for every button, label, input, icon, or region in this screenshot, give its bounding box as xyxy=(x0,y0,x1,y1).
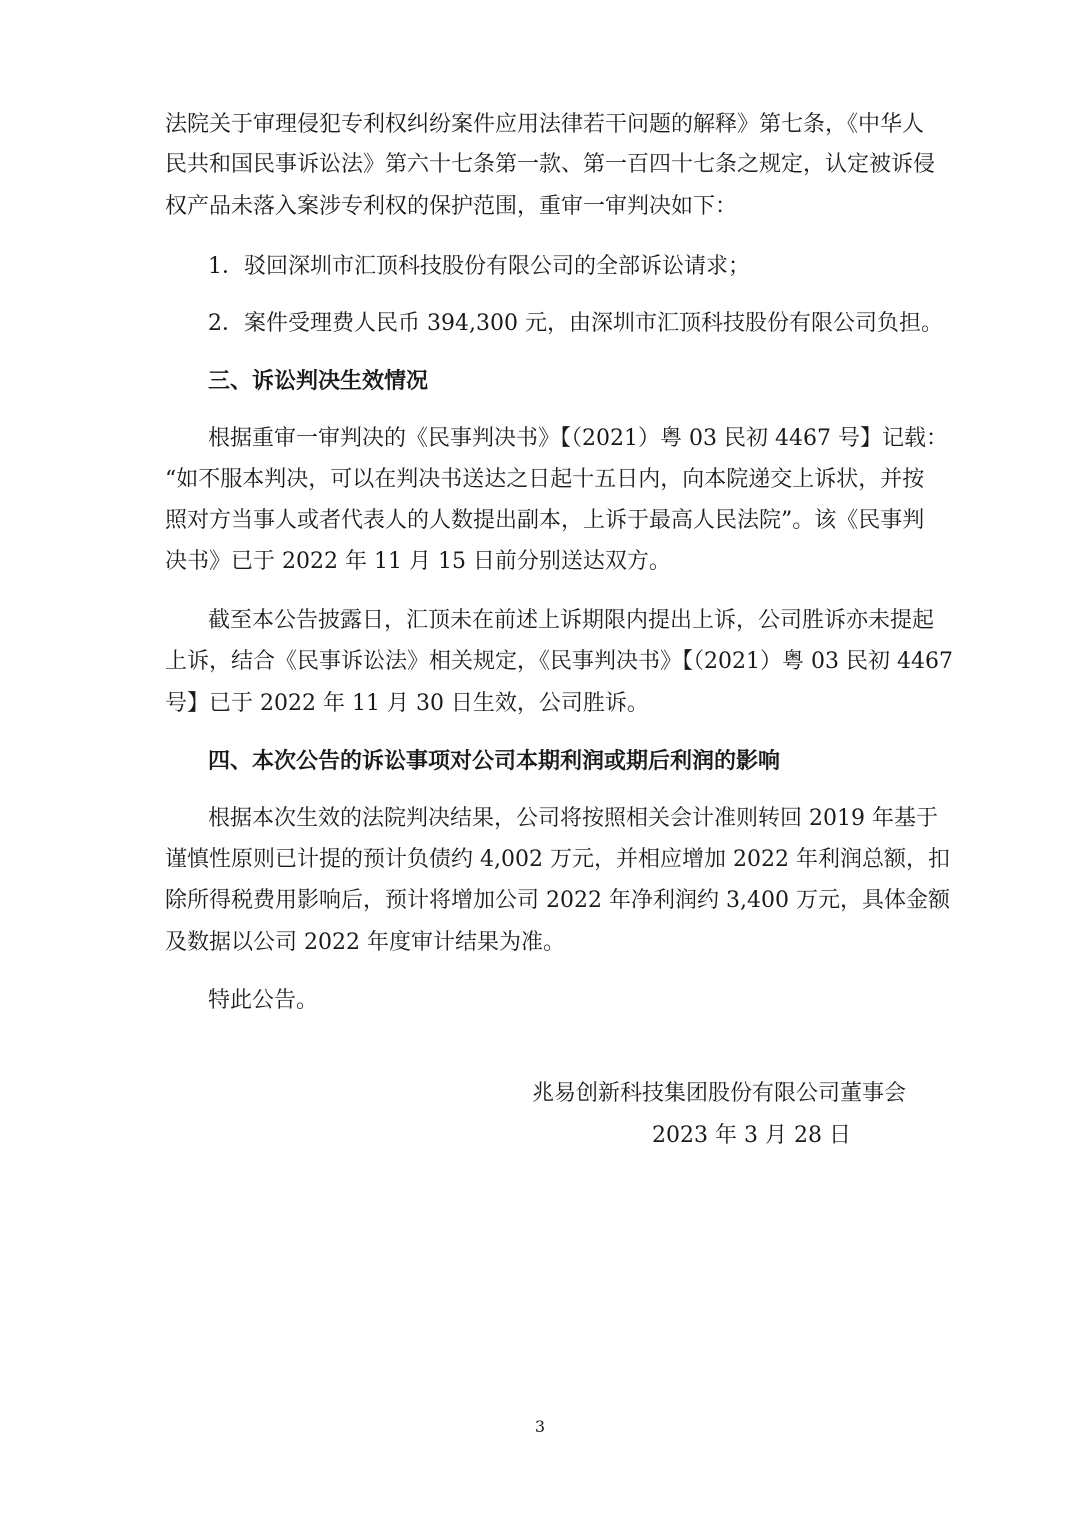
intro-line-3: 权产品未落入案涉专利权的保护范围，重审一审判决如下： xyxy=(165,194,738,219)
section-four-heading: 四、本次公告的诉讼事项对公司本期利润或期后利润的影响 xyxy=(208,748,781,774)
section-three-p1-line-2: “如不服本判决，可以在判决书送达之日起十五日内，向本院递交上诉状，并按 xyxy=(165,467,925,492)
signature-date: 2023 年 3 月 28 日 xyxy=(652,1123,851,1148)
section-four-line-1: 根据本次生效的法院判决结果，公司将按照相关会计准则转回 2019 年基于 xyxy=(208,806,938,831)
section-three-p1-line-3: 照对方当事人或者代表人的人数提出副本，上诉于最高人民法院”。该《民事判 xyxy=(165,508,925,533)
section-four-line-4: 及数据以公司 2022 年度审计结果为准。 xyxy=(165,930,565,955)
page-number: 3 xyxy=(534,1417,546,1436)
section-three-p1-line-1: 根据重审一审判决的《民事判决书》【（2021）粤 03 民初 4467 号】记载： xyxy=(208,426,948,451)
intro-line-2: 民共和国民事诉讼法》第六十七条第一款、第一百四十七条之规定，认定被诉侵 xyxy=(165,152,936,177)
section-three-p2-line-1: 截至本公告披露日，汇顶未在前述上诉期限内提出上诉，公司胜诉亦未提起 xyxy=(208,608,935,633)
section-four-line-3: 除所得税费用影响后，预计将增加公司 2022 年净利润约 3,400 万元，具体金额 xyxy=(165,888,950,913)
signature-company: 兆易创新科技集团股份有限公司董事会 xyxy=(532,1081,907,1106)
judgment-item-2: 2．案件受理费人民币 394,300 元，由深圳市汇顶科技股份有限公司负担。 xyxy=(208,311,943,336)
section-three-p2-line-3: 号】已于 2022 年 11 月 30 日生效，公司胜诉。 xyxy=(165,691,649,716)
judgment-item-1: 1．驳回深圳市汇顶科技股份有限公司的全部诉讼请求； xyxy=(208,254,750,279)
closing-text: 特此公告。 xyxy=(208,988,319,1013)
intro-line-1: 法院关于审理侵犯专利权纠纷案件应用法律若干问题的解释》第七条，《中华人 xyxy=(165,112,925,137)
section-three-p1-line-4: 决书》已于 2022 年 11 月 15 日前分别送达双方。 xyxy=(165,549,671,574)
section-three-heading: 三、诉讼判决生效情况 xyxy=(208,368,429,394)
section-three-p2-line-2: 上诉，结合《民事诉讼法》相关规定，《民事判决书》【（2021）粤 03 民初 4467 xyxy=(165,649,953,674)
section-four-line-2: 谨慎性原则已计提的预计负债约 4,002 万元，并相应增加 2022 年利润总额，扣 xyxy=(165,847,950,872)
